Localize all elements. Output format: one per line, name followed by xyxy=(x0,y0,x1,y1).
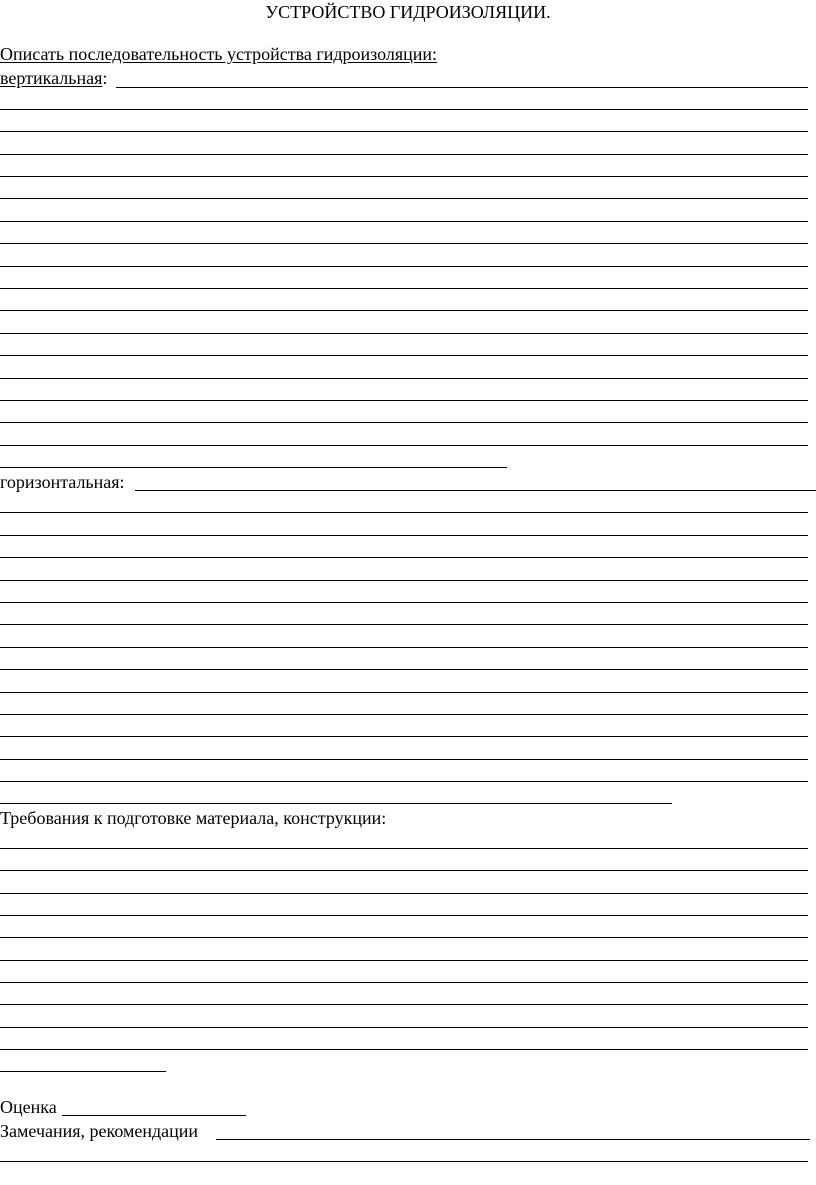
vertical-line xyxy=(0,310,808,311)
horizontal-line xyxy=(0,512,808,513)
horizontal-line xyxy=(0,781,808,782)
page-title: УСТРОЙСТВО ГИДРОИЗОЛЯЦИИ. xyxy=(265,2,551,22)
horizontal-line xyxy=(0,759,808,760)
requirements-line xyxy=(0,960,808,961)
remarks-first-line[interactable] xyxy=(216,1139,810,1140)
requirements-last-line xyxy=(0,1071,166,1072)
vertical-line xyxy=(0,131,808,132)
vertical-line xyxy=(0,400,808,401)
requirements-line xyxy=(0,982,808,983)
horizontal-line xyxy=(0,535,808,536)
requirements-line xyxy=(0,848,808,849)
instruction-text: Описать последовательность устройства гидроизоляции: xyxy=(0,44,438,64)
requirements-line xyxy=(0,1027,808,1028)
vertical-heading xyxy=(0,68,107,88)
vertical-colon: : xyxy=(102,68,108,88)
grade-field-line[interactable] xyxy=(62,1115,246,1116)
vertical-last-line xyxy=(0,467,507,468)
vertical-line xyxy=(0,221,808,222)
vertical-line xyxy=(0,266,808,267)
vertical-line xyxy=(0,109,808,110)
vertical-line xyxy=(0,176,808,177)
horizontal-line xyxy=(0,624,808,625)
vertical-line xyxy=(0,422,808,423)
vertical-line xyxy=(0,445,808,446)
vertical-first-line xyxy=(116,87,808,88)
requirements-line xyxy=(0,1004,808,1005)
horizontal-line xyxy=(0,736,808,737)
horizontal-line xyxy=(0,580,808,581)
vertical-line xyxy=(0,243,808,244)
grade-label: Оценка xyxy=(0,1097,57,1117)
vertical-line xyxy=(0,288,808,289)
horizontal-line xyxy=(0,714,808,715)
horizontal-line xyxy=(0,602,808,603)
vertical-line xyxy=(0,333,808,334)
vertical-line xyxy=(0,198,808,199)
horizontal-line xyxy=(0,557,808,558)
horizontal-first-line xyxy=(135,490,816,491)
requirements-line xyxy=(0,915,808,916)
horizontal-line xyxy=(0,692,808,693)
requirements-label: Требования к подготовке материала, конструкции: xyxy=(0,808,387,828)
horizontal-line xyxy=(0,647,808,648)
requirements-line xyxy=(0,937,808,938)
horizontal-label: горизонтальная: xyxy=(0,472,125,492)
horizontal-last-line xyxy=(0,803,672,804)
remarks-label: Замечания, рекомендации xyxy=(0,1121,199,1141)
vertical-line xyxy=(0,355,808,356)
requirements-line xyxy=(0,870,808,871)
remarks-line[interactable] xyxy=(0,1161,808,1162)
vertical-label: вертикальная xyxy=(0,68,103,88)
vertical-line xyxy=(0,154,808,155)
requirements-line xyxy=(0,893,808,894)
vertical-line xyxy=(0,378,808,379)
horizontal-line xyxy=(0,669,808,670)
requirements-line xyxy=(0,1049,808,1050)
